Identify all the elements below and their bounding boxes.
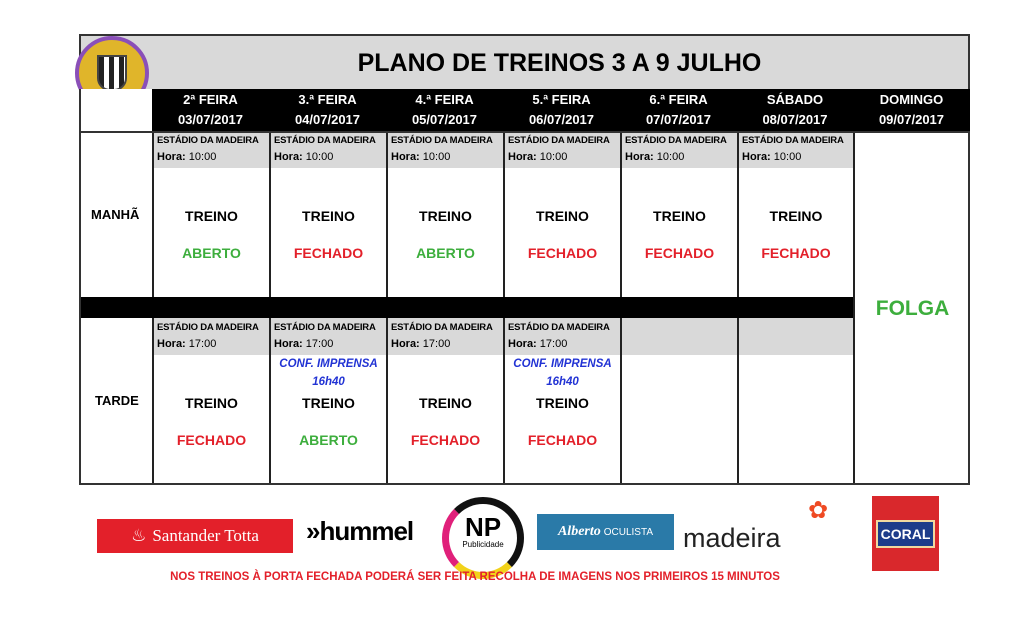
rest-day-label: FOLGA	[875, 297, 950, 320]
session-type: TREINO	[536, 208, 589, 224]
session-info: ESTÁDIO DA MADEIRA Hora: 10:00	[622, 131, 737, 168]
session-info: ESTÁDIO DA MADEIRA Hora: 10:00	[154, 131, 269, 168]
session-type: TREINO	[419, 208, 472, 224]
session-cell	[737, 318, 853, 485]
day-header: SÁBADO 08/07/2017	[737, 89, 853, 131]
session-cell	[503, 131, 620, 297]
sunday-cell	[853, 131, 970, 485]
session-status: ABERTO	[182, 245, 241, 261]
shield-icon	[97, 55, 127, 91]
session-type: TREINO	[419, 395, 472, 411]
header-corner	[79, 89, 152, 131]
sponsor-hummel: »hummel	[306, 516, 414, 546]
session-status: FECHADO	[410, 432, 481, 448]
press-conference-note: CONF. IMPRENSA	[513, 358, 612, 370]
session-cell	[269, 131, 386, 297]
session-status: ABERTO	[299, 432, 358, 448]
sponsor-coral: CORAL	[872, 496, 939, 571]
session-status: ABERTO	[416, 245, 475, 261]
session-info: ESTÁDIO DA MADEIRA Hora: 17:00	[505, 318, 620, 355]
session-info	[739, 318, 853, 355]
day-header: 5.ª FEIRA 06/07/2017	[503, 89, 620, 131]
session-type: TREINO	[302, 208, 355, 224]
session-status: FECHADO	[527, 245, 598, 261]
session-cell	[620, 131, 737, 297]
press-conference-time: 16h40	[312, 376, 345, 388]
footer-note: NOS TREINOS À PORTA FECHADA PODERÁ SER FEITA RECOLHA DE IMAGENS NOS PRIMEIROS 15 MINUTOS	[170, 571, 780, 583]
session-cell	[152, 318, 269, 485]
separator-band	[79, 297, 853, 318]
session-status: FECHADO	[644, 245, 715, 261]
day-header: DOMINGO 09/07/2017	[853, 89, 970, 131]
session-info: ESTÁDIO DA MADEIRA Hora: 10:00	[505, 131, 620, 168]
session-type: TREINO	[536, 395, 589, 411]
sponsor-alberto: Alberto OCULISTA	[537, 514, 674, 550]
row-label-morning-cell: MANHÃ	[79, 131, 152, 297]
chevron-icon: »	[306, 516, 320, 546]
session-info: ESTÁDIO DA MADEIRA Hora: 17:00	[388, 318, 503, 355]
session-cell	[269, 318, 386, 485]
session-info: ESTÁDIO DA MADEIRA Hora: 10:00	[271, 131, 386, 168]
session-type: TREINO	[185, 395, 238, 411]
session-info: ESTÁDIO DA MADEIRA Hora: 17:00	[271, 318, 386, 355]
row-label-afternoon-cell: TARDE	[79, 318, 152, 485]
session-info	[622, 318, 737, 355]
day-header: 6.ª FEIRA 07/07/2017	[620, 89, 737, 131]
flame-icon: ♨	[131, 526, 147, 545]
session-type: TREINO	[185, 208, 238, 224]
sponsor-santander: ♨ Santander Totta	[97, 519, 293, 553]
page-title: PLANO DE TREINOS 3 A 9 JULHO	[79, 34, 970, 90]
session-type: TREINO	[302, 395, 355, 411]
press-conference-time: 16h40	[546, 376, 579, 388]
session-cell	[620, 318, 737, 485]
session-status: FECHADO	[176, 432, 247, 448]
session-info: ESTÁDIO DA MADEIRA Hora: 10:00	[388, 131, 503, 168]
session-type: TREINO	[769, 208, 823, 224]
press-conference-note: CONF. IMPRENSA	[279, 358, 378, 370]
session-status: FECHADO	[293, 245, 364, 261]
session-cell	[503, 318, 620, 485]
session-cell	[386, 131, 503, 297]
sponsor-np: NP Publicidade	[442, 497, 524, 579]
session-type: TREINO	[653, 208, 706, 224]
sponsor-madeira: madeira	[683, 523, 781, 553]
session-cell	[152, 131, 269, 297]
day-header: 4.ª FEIRA 05/07/2017	[386, 89, 503, 131]
flower-icon: ✿	[808, 497, 829, 524]
day-header: 3.ª FEIRA 04/07/2017	[269, 89, 386, 131]
session-status: FECHADO	[527, 432, 598, 448]
day-header: 2ª FEIRA 03/07/2017	[152, 89, 269, 131]
session-cell	[737, 131, 853, 297]
session-info: ESTÁDIO DA MADEIRA Hora: 10:00	[739, 131, 853, 168]
session-cell	[386, 318, 503, 485]
session-info: ESTÁDIO DA MADEIRA Hora: 17:00	[154, 318, 269, 355]
session-status: FECHADO	[761, 245, 831, 261]
